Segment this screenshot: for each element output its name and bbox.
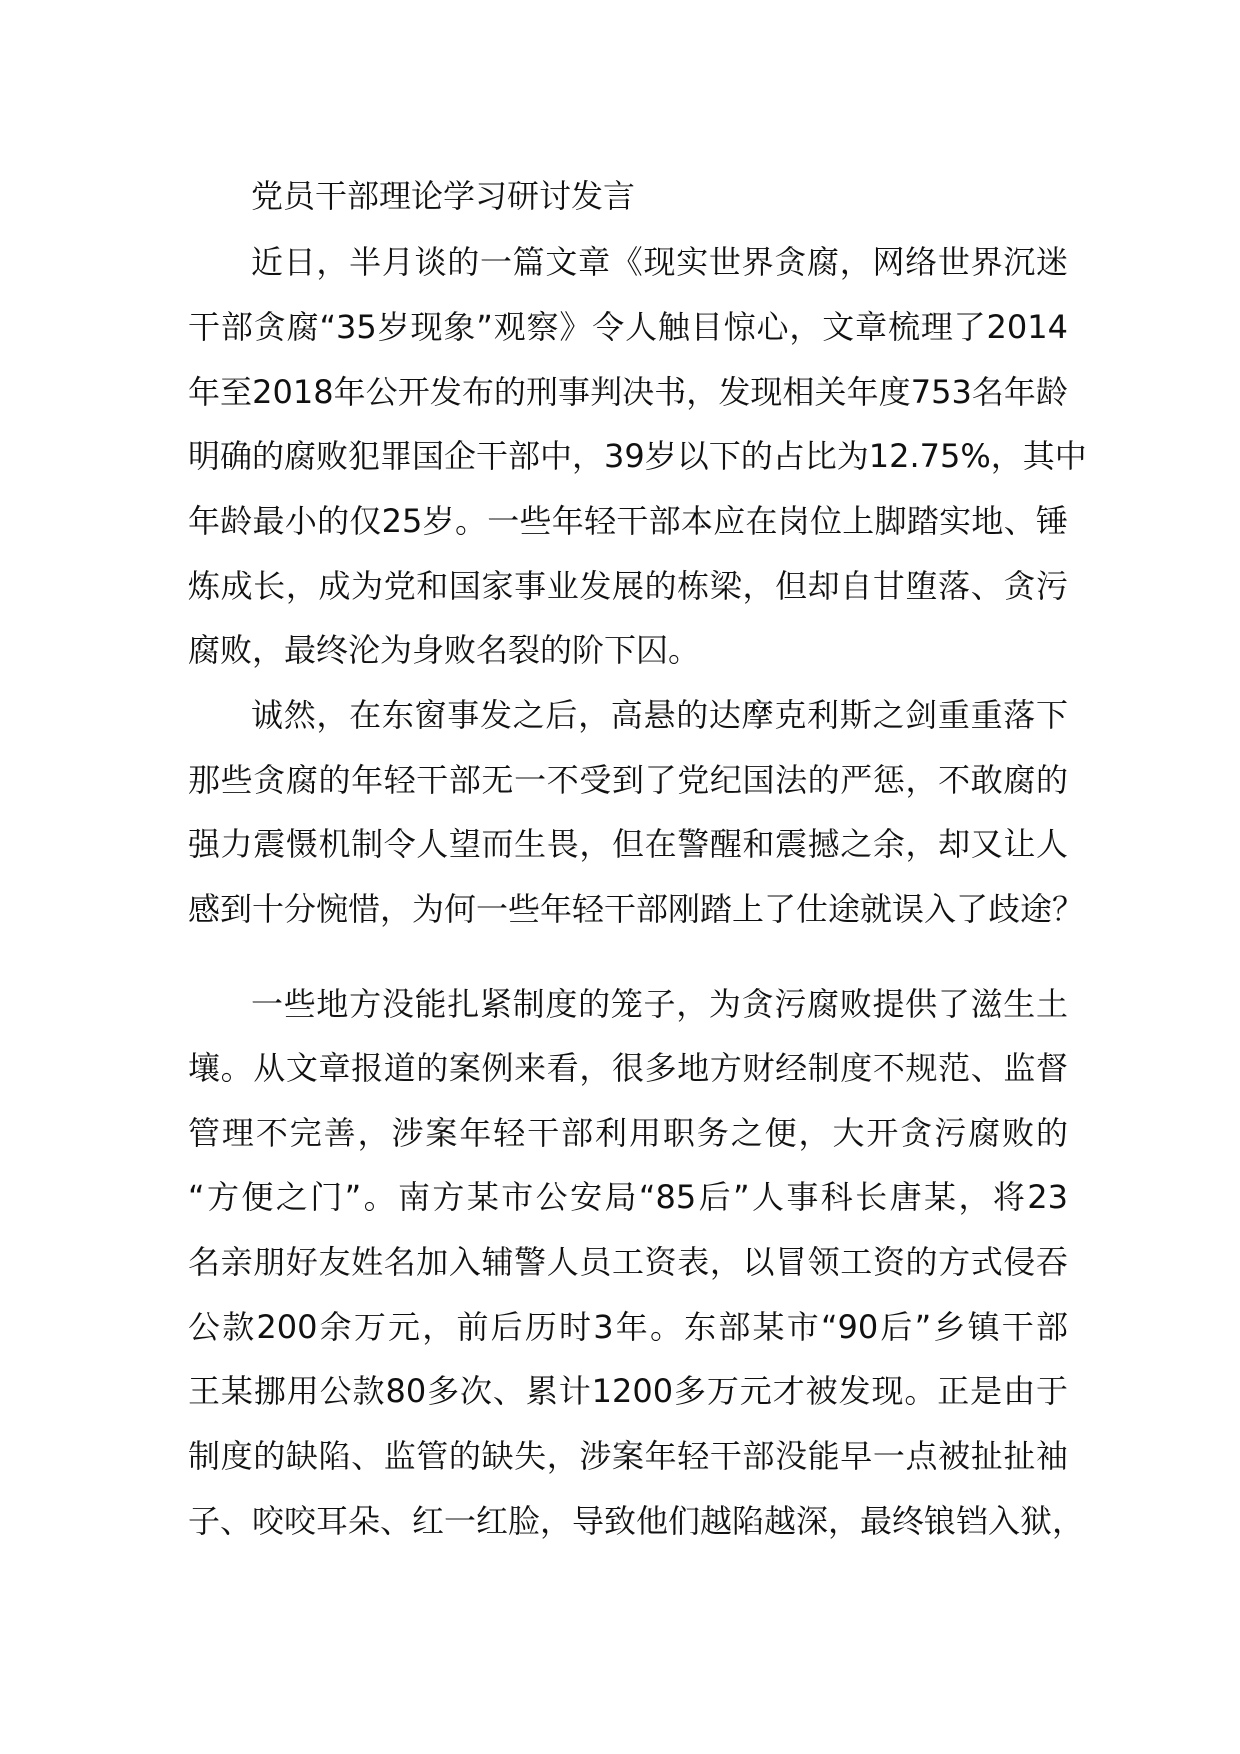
paragraph-1-line-3: 年至2018年公开发布的刑事判决书，发现相关年度753名年龄 xyxy=(188,373,1068,411)
paragraph-3-line-6: 公款200余万元，前后历时3年。东部某市“90后”乡镇干部 xyxy=(188,1308,1068,1346)
paragraph-1-line-7: 腐败，最终沦为身败名裂的阶下囚。 xyxy=(188,631,701,669)
paragraph-2-line-3: 强力震慑机制令人望而生畏，但在警醒和震撼之余，却又让人 xyxy=(188,825,1068,863)
paragraph-3-line-9: 子、咬咬耳朵、红一红脸，导致他们越陷越深，最终锒铛入狱， xyxy=(188,1502,1085,1540)
paragraph-2-line-4: 感到十分惋惜，为何一些年轻干部刚踏上了仕途就误入了歧途？ xyxy=(188,890,1085,928)
paragraph-1-line-6: 炼成长，成为党和国家事业发展的栋梁，但却自甘堕落、贪污 xyxy=(188,567,1068,605)
document-title: 党员干部理论学习研讨发言 xyxy=(251,177,636,215)
paragraph-1-line-4: 明确的腐败犯罪国企干部中，39岁以下的占比为12.75%，其中 xyxy=(188,437,1087,475)
paragraph-3-line-2: 壤。从文章报道的案例来看，很多地方财经制度不规范、监督 xyxy=(188,1049,1068,1087)
paragraph-2-line-1: 诚然，在东窗事发之后，高悬的达摩克利斯之剑重重落下 xyxy=(251,696,1068,734)
paragraph-1-line-2: 干部贪腐“35岁现象”观察》令人触目惊心，文章梳理了2014 xyxy=(188,308,1068,346)
paragraph-1-line-1: 近日，半月谈的一篇文章《现实世界贪腐，网络世界沉迷 xyxy=(251,243,1068,281)
paragraph-2-line-2: 那些贪腐的年轻干部无一不受到了党纪国法的严惩，不敢腐的 xyxy=(188,761,1068,799)
paragraph-3-line-1: 一些地方没能扎紧制度的笼子，为贪污腐败提供了滋生土 xyxy=(251,985,1068,1023)
paragraph-3-line-3: 管理不完善，涉案年轻干部利用职务之便，大开贪污腐败的 xyxy=(188,1114,1068,1152)
paragraph-1-line-5: 年龄最小的仅25岁。一些年轻干部本应在岗位上脚踏实地、锤 xyxy=(188,502,1068,540)
paragraph-3-line-8: 制度的缺陷、监管的缺失，涉案年轻干部没能早一点被扯扯袖 xyxy=(188,1437,1068,1475)
paragraph-3-line-7: 王某挪用公款80多次、累计1200多万元才被发现。正是由于 xyxy=(188,1372,1068,1410)
paragraph-3-line-5: 名亲朋好友姓名加入辅警人员工资表，以冒领工资的方式侵吞 xyxy=(188,1243,1068,1281)
paragraph-3-line-4: “方便之门”。南方某市公安局“85后”人事科长唐某，将23 xyxy=(188,1178,1068,1216)
